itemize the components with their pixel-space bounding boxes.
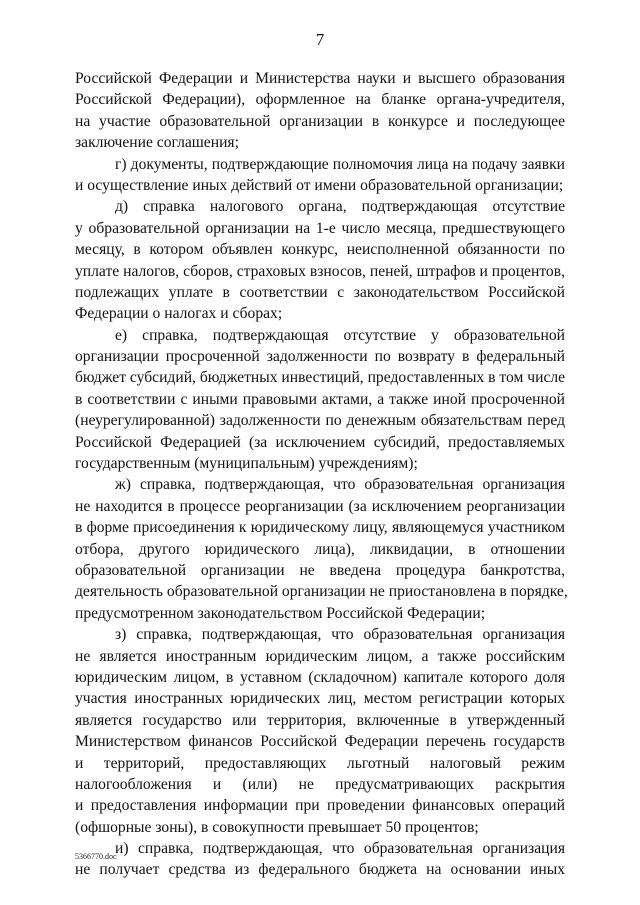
text-line: предусмотренном законодательством Российской Федерации; [75, 604, 486, 622]
text-line: и) справка, подтверждающая, что образовательная организация [115, 840, 565, 858]
text-line: у образовательной организации на 1-е число месяца, предшествующего [75, 219, 565, 237]
text-line: в соответствии с иными правовыми актами, а также иной просроченной [75, 390, 565, 408]
text-line: не является иностранным юридическим лицом, а также российским [75, 647, 565, 665]
text-line: (неурегулированной) задолженности по денежным обязательствам перед [75, 412, 565, 430]
text-line: подлежащих уплате в соответствии с законодательством Российской [75, 283, 565, 301]
text-line: Российской Федерации), оформленное на бланке органа-учредителя, [75, 91, 565, 109]
text-line: является государство или территория, включенные в утвержденный [75, 711, 565, 729]
text-line: (офшорные зоны), в совокупности превышает 50 процентов; [75, 818, 479, 836]
page-number: 7 [315, 30, 325, 49]
text-line: государственным (муниципальным) учреждениям); [75, 455, 418, 473]
text-line: на участие образовательной организации в конкурсе и последующее [75, 112, 565, 130]
text-line: и предоставления информации при проведении финансовых операций [75, 797, 565, 815]
text-line: и территорий, предоставляющих льготный налоговый режим [75, 754, 565, 772]
text-line: образовательной организации не введена процедура банкротства, [75, 561, 565, 579]
text-line: и осуществление иных действий от имени образовательной организации; [75, 176, 564, 194]
text-line: уплате налогов, сборов, страховых взносов, пеней, штрафов и процентов, [75, 262, 565, 280]
document-body [75, 68, 568, 881]
document-footer-filename: 5366770.doc [75, 852, 117, 861]
text-line: заключение соглашения; [75, 134, 239, 152]
text-line: е) справка, подтверждающая отсутствие у образовательной [115, 326, 565, 344]
text-line: бюджет субсидий, бюджетных инвестиций, предоставленных в том числе [75, 369, 566, 387]
text-line: ж) справка, подтверждающая, что образовательная организация [115, 476, 565, 494]
text-line: Российской Федерацией (за исключением субсидий, предоставляемых [75, 433, 565, 451]
text-line: участия иностранных юридических лиц, местом регистрации которых [75, 690, 565, 708]
text-line: з) справка, подтверждающая, что образовательная организация [115, 626, 565, 644]
text-line: отбора, другого юридического лица), ликвидации, в отношении [75, 540, 565, 558]
text-line: г) документы, подтверждающие полномочия лица на подачу заявки [115, 155, 565, 173]
text-line: Федерации о налогах и сборах; [75, 305, 283, 323]
text-line: не находится в процессе реорганизации (за исключением реорганизации [75, 497, 565, 515]
text-line: в форме присоединения к юридическому лицу, являющемуся участником [75, 519, 565, 537]
text-line: не получает средства из федерального бюджета на основании иных [75, 861, 565, 879]
text-line: Министерством финансов Российской Федерации перечень государств [75, 733, 565, 751]
text-line: месяцу, в котором объявлен конкурс, неисполненной обязанности по [75, 241, 565, 259]
text-line: Российской Федерации и Министерства науки и высшего образования [75, 70, 565, 87]
text-line: деятельность образовательной организации не приостановлена в порядке, [75, 583, 568, 601]
text-line: юридическим лицом, в уставном (складочном) капитале которого доля [75, 668, 565, 686]
text-line: д) справка налогового органа, подтверждающая отсутствие [115, 198, 565, 216]
text-line: налогообложения и (или) не предусматривающих раскрытия [75, 775, 565, 793]
text-line: организации просроченной задолженности по возврату в федеральный [75, 348, 565, 366]
